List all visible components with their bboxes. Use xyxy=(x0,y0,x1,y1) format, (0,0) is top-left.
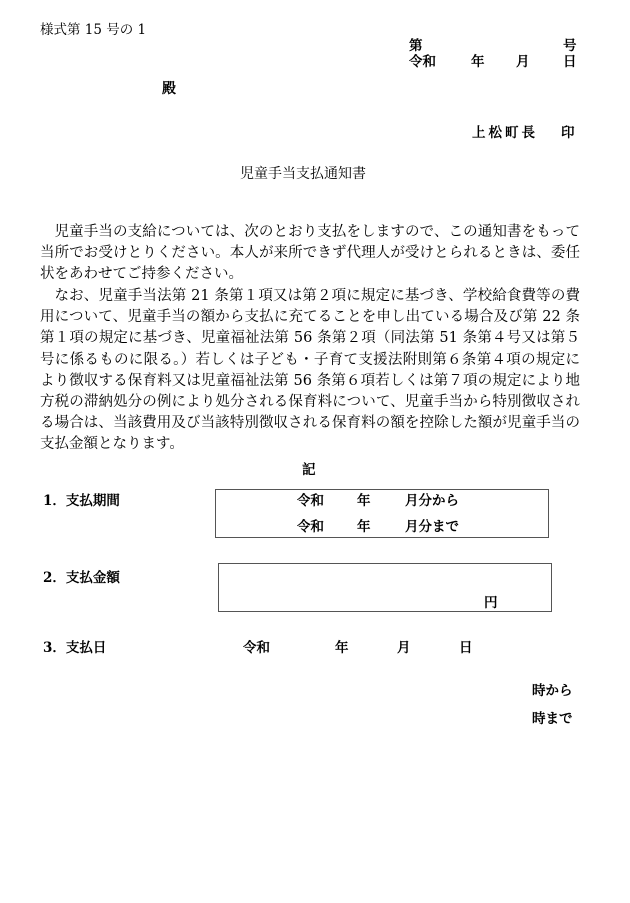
pay-date-year: 年 xyxy=(335,640,349,656)
header-date-day: 日 xyxy=(563,54,577,70)
period-from-month: 月分から xyxy=(405,493,459,509)
seal-mark: 印 xyxy=(561,125,575,141)
issuer-name: 上松町長 xyxy=(472,125,538,141)
body-paragraph-1: 児童手当の支給については、次のとおり支払をしますので、この通知書をもって当所でお受けとりください。本人が来所できず代理人が受けとられるときは、委任状をあわせてご持参ください。 xyxy=(40,224,580,283)
period-to-month: 月分まで xyxy=(405,519,459,535)
period-to-era: 令和 xyxy=(297,519,324,535)
pay-date-month: 月 xyxy=(397,640,411,656)
form-number: 様式第 15 号の 1 xyxy=(40,22,147,38)
payment-date-label: 3．支払日 xyxy=(43,640,107,656)
period-from-era: 令和 xyxy=(297,493,324,509)
header-date-year: 年 xyxy=(471,54,485,70)
pay-date-era: 令和 xyxy=(243,640,270,656)
body-paragraph-2: なお、児童手当法第 21 条第１項又は第２項に規定に基づき、学校給食費等の費用について、児童手当の額から支払に充てることを申し出ている場合及び第 22 条第１項の規定に基づき、児童福祉法第 56 条第２項（同法第 51 条第４号又は第５号に係るものに限る。）若しくは子ども・子育て支援法附則第６条第４項の規定により徴収する保育料又は児童福祉法第 56 条第６項若しくは第７項の規定により地方税の滞納処分の例により処分される保育料について、児童手当から特別徴収される場合は、当該費用及び当該特別徴収される保育料の額を控除した額が児童手当の支払金額となります。 xyxy=(40,288,580,453)
doc-number-prefix: 第 xyxy=(409,38,423,54)
period-to-year: 年 xyxy=(357,519,371,535)
doc-number-suffix: 号 xyxy=(563,38,577,54)
amount-unit: 円 xyxy=(484,595,498,611)
time-from: 時から xyxy=(532,683,573,699)
header-date-month: 月 xyxy=(516,54,530,70)
ki-heading: 記 xyxy=(302,462,316,478)
header-date-era: 令和 xyxy=(409,54,436,70)
page-title: 児童手当支払通知書 xyxy=(240,166,366,182)
period-from-year: 年 xyxy=(357,493,371,509)
addressee-suffix: 殿 xyxy=(162,81,176,97)
payment-amount-box xyxy=(218,563,552,612)
payment-period-label: 1．支払期間 xyxy=(43,493,120,509)
pay-date-day: 日 xyxy=(459,640,473,656)
time-to: 時まで xyxy=(532,711,573,727)
payment-period-box xyxy=(215,489,549,538)
payment-amount-label: 2．支払金額 xyxy=(43,570,120,586)
